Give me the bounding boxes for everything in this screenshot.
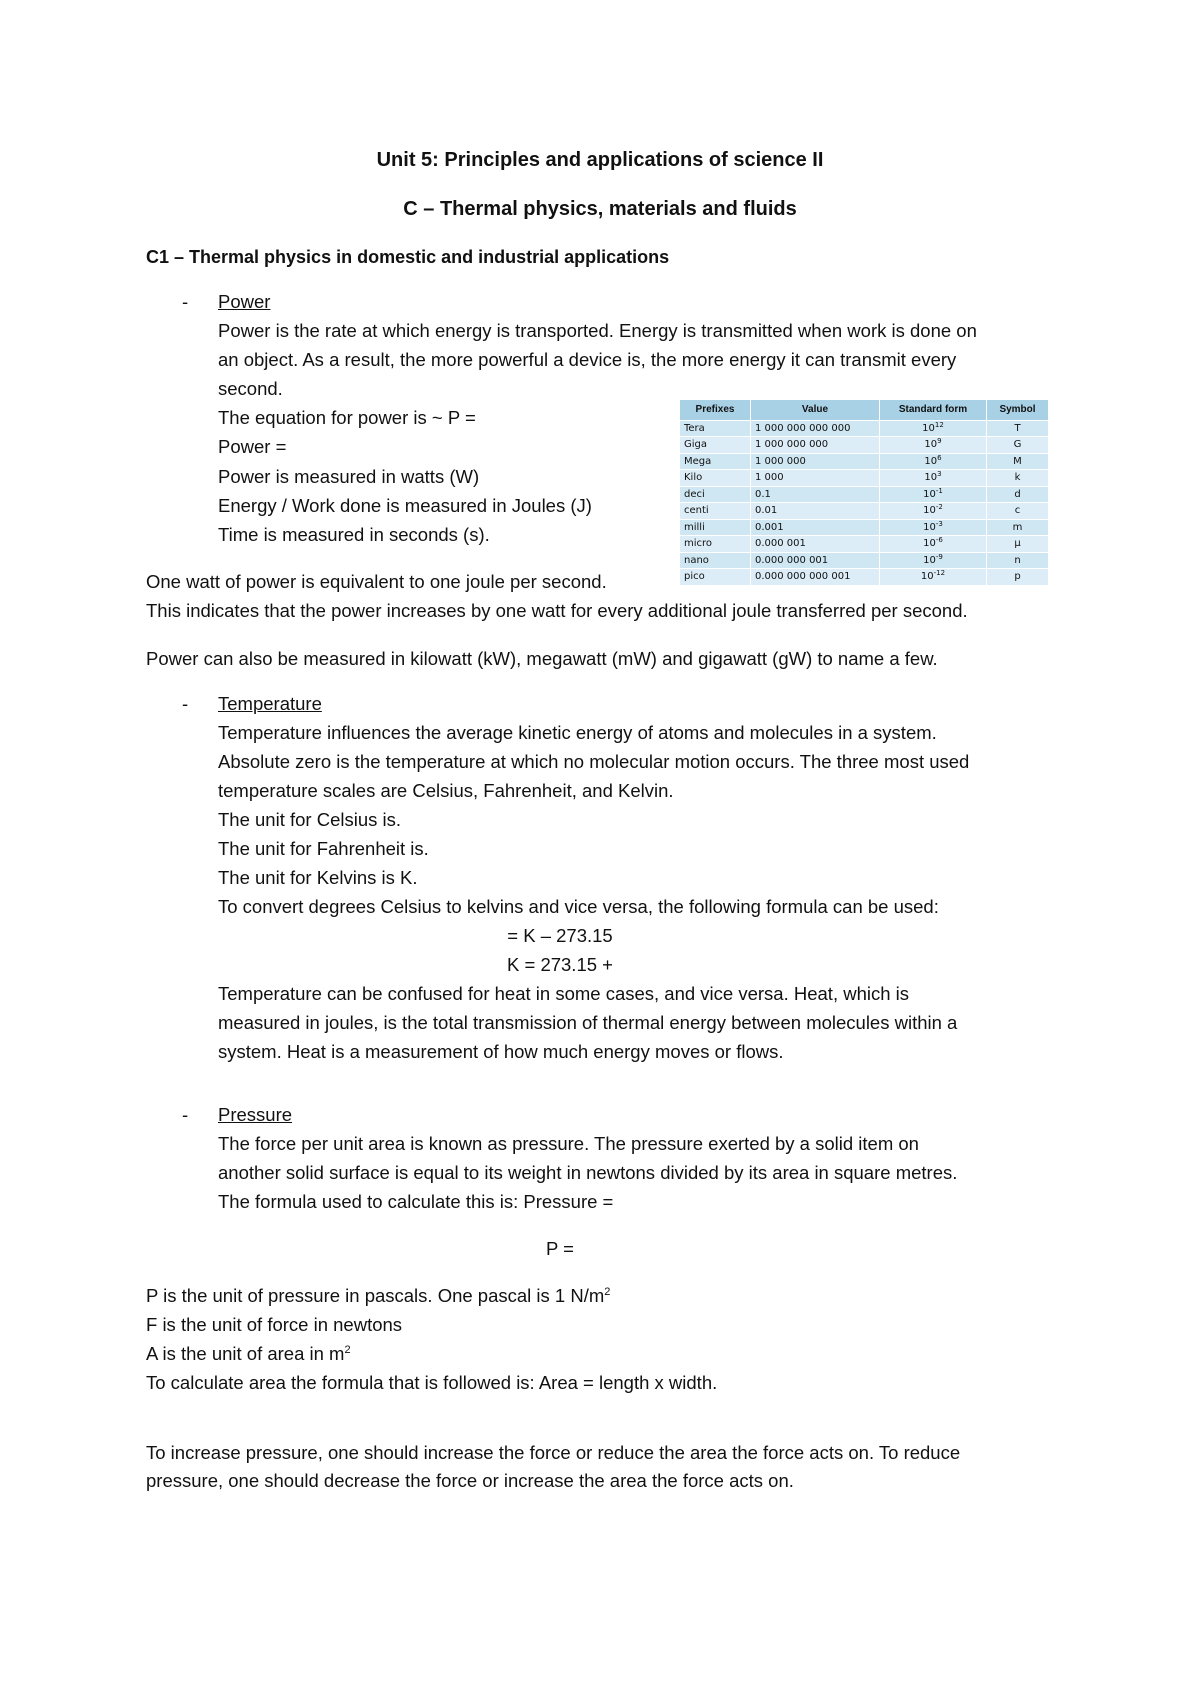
document-subtitle: C – Thermal physics, materials and fluids xyxy=(403,198,797,220)
bullet-dash: - xyxy=(182,1104,189,1125)
area-definition-text: A is the unit of area in m xyxy=(146,1343,345,1364)
symbol-cell: G xyxy=(987,437,1049,454)
power-text-line: second. xyxy=(218,378,283,399)
value-cell: 1 000 000 000 xyxy=(751,437,880,454)
standard-form-exponent: -6 xyxy=(935,536,943,544)
prefix-table-body xyxy=(680,420,1049,585)
standard-form-exponent: 6 xyxy=(937,453,942,462)
table-row xyxy=(680,453,1049,470)
standard-form-base: 10 xyxy=(923,554,936,566)
prefix-cell: micro xyxy=(680,536,751,553)
kelvin-formula: K = 273.15 + xyxy=(507,954,613,975)
standard-form-cell xyxy=(880,552,987,569)
symbol-cell: m xyxy=(987,519,1049,536)
standard-form-exponent: -1 xyxy=(935,486,943,495)
power-text-line: Power is measured in watts (W) xyxy=(218,466,480,487)
power-text-line: Energy / Work done is measured in Joules (J) xyxy=(218,495,592,516)
value-cell: 0.000 000 000 001 xyxy=(751,569,880,586)
power-text-line: Power = xyxy=(218,436,287,457)
bullet-dash: - xyxy=(182,291,189,312)
standard-form-base: 10 xyxy=(923,505,936,516)
standard-form-cell xyxy=(880,420,987,437)
table-row xyxy=(680,536,1049,553)
standard-form-cell xyxy=(880,536,987,553)
standard-form-base: 10 xyxy=(923,538,936,549)
symbol-cell: T xyxy=(987,420,1049,437)
standard-form-base: 10 xyxy=(920,571,934,582)
value-cell: 0.000 001 xyxy=(751,536,880,553)
prefix-table xyxy=(679,399,1049,586)
standard-form-base: 10 xyxy=(924,472,938,483)
table-row xyxy=(680,486,1049,503)
table-row xyxy=(680,420,1049,437)
area-definition xyxy=(146,1342,351,1366)
superscript: 2 xyxy=(604,1286,611,1298)
standard-form-base: 10 xyxy=(924,455,938,467)
section-heading: C1 – Thermal physics in domestic and industrial applications xyxy=(146,247,670,267)
prefix-cell: centi xyxy=(680,503,751,520)
standard-form-base: 10 xyxy=(924,439,938,450)
symbol-cell: d xyxy=(987,486,1049,503)
standard-form-exponent: -9 xyxy=(935,552,943,561)
table-row xyxy=(680,569,1049,586)
value-cell: 1 000 xyxy=(751,470,880,487)
temperature-text-line: Temperature influences the average kinetic energy of atoms and molecules in a system. xyxy=(218,722,937,743)
power-text-line: Time is measured in seconds (s). xyxy=(218,524,490,545)
temperature-text-line: system. Heat is a measurement of how much energy moves or flows. xyxy=(218,1041,784,1062)
area-formula-line: To calculate area the formula that is followed is: Area = length x width. xyxy=(146,1372,718,1393)
prefix-cell: deci xyxy=(680,486,751,503)
value-cell: 0.1 xyxy=(751,486,880,503)
standard-form-base: 10 xyxy=(923,488,936,500)
standard-form-base: 10 xyxy=(923,521,936,533)
paragraph-line: One watt of power is equivalent to one joule per second. xyxy=(146,571,607,592)
prefix-cell: Mega xyxy=(680,453,751,470)
prefix-cell: pico xyxy=(680,569,751,586)
standard-form-cell xyxy=(880,437,987,454)
celsius-formula: = K – 273.15 xyxy=(507,925,613,946)
standard-form-exponent: 12 xyxy=(934,420,944,429)
table-row xyxy=(680,437,1049,454)
standard-form-exponent: -2 xyxy=(935,503,943,511)
force-definition: F is the unit of force in newtons xyxy=(146,1314,403,1335)
paragraph-line: Power can also be measured in kilowatt (kW), megawatt (mW) and gigawatt (gW) to name a few. xyxy=(146,648,938,669)
standard-form-exponent: -12 xyxy=(933,569,946,577)
standard-form-cell xyxy=(880,470,987,487)
value-cell: 0.001 xyxy=(751,519,880,536)
pressure-heading: Pressure xyxy=(218,1104,293,1125)
closing-paragraph-line: pressure, one should decrease the force or increase the area the force acts on. xyxy=(146,1470,794,1491)
table-header-cell: Prefixes xyxy=(680,400,751,421)
standard-form-base: 10 xyxy=(922,422,935,434)
pressure-text-line: The formula used to calculate this is: Pressure = xyxy=(218,1191,614,1212)
table-row xyxy=(680,470,1049,487)
temperature-text-line: Temperature can be confused for heat in some cases, and vice versa. Heat, which is xyxy=(218,983,910,1004)
pressure-formula: P = xyxy=(546,1238,574,1259)
value-cell: 0.01 xyxy=(751,503,880,520)
document-title: Unit 5: Principles and applications of science II xyxy=(376,149,824,171)
value-cell: 1 000 000 xyxy=(751,453,880,470)
table-header-cell: Value xyxy=(751,400,880,421)
symbol-cell: µ xyxy=(987,536,1049,553)
prefix-cell: nano xyxy=(680,552,751,569)
table-row xyxy=(680,503,1049,520)
table-header-cell: Standard form xyxy=(880,400,987,421)
temperature-text-line: measured in joules, is the total transmission of thermal energy between molecules within a xyxy=(218,1012,958,1033)
value-cell: 1 000 000 000 000 xyxy=(751,420,880,437)
symbol-cell: p xyxy=(987,569,1049,586)
standard-form-exponent: -3 xyxy=(935,519,943,528)
pressure-definition-text: P is the unit of pressure in pascals. One pascal is 1 N/m xyxy=(146,1285,605,1306)
value-cell: 0.000 000 001 xyxy=(751,552,880,569)
table-row xyxy=(680,552,1049,569)
standard-form-exponent: 3 xyxy=(937,470,942,478)
table-header-cell: Symbol xyxy=(987,400,1049,421)
paragraph-line: This indicates that the power increases by one watt for every additional joule transferred per second. xyxy=(146,600,968,621)
symbol-cell: c xyxy=(987,503,1049,520)
temperature-text-line: temperature scales are Celsius, Fahrenheit, and Kelvin. xyxy=(218,780,674,801)
prefix-cell: milli xyxy=(680,519,751,536)
prefix-cell: Giga xyxy=(680,437,751,454)
power-text-line: Power is the rate at which energy is transported. Energy is transmitted when work is done on xyxy=(218,320,977,341)
temperature-heading: Temperature xyxy=(218,693,322,714)
temperature-text-line: To convert degrees Celsius to kelvins and vice versa, the following formula can be used: xyxy=(218,896,939,917)
standard-form-cell xyxy=(880,486,987,503)
symbol-cell: k xyxy=(987,470,1049,487)
prefix-cell: Kilo xyxy=(680,470,751,487)
standard-form-cell xyxy=(880,453,987,470)
pressure-text-line: another solid surface is equal to its weight in newtons divided by its area in square metres. xyxy=(218,1162,958,1183)
pressure-text-line: The force per unit area is known as pressure. The pressure exerted by a solid item on xyxy=(218,1133,919,1154)
standard-form-exponent: 9 xyxy=(937,437,942,445)
table-header-row xyxy=(680,400,1049,421)
temperature-text-line: Absolute zero is the temperature at which no molecular motion occurs. The three most used xyxy=(218,751,970,772)
prefix-cell: Tera xyxy=(680,420,751,437)
pressure-definition xyxy=(146,1284,610,1308)
standard-form-cell xyxy=(880,569,987,586)
closing-paragraph-line: To increase pressure, one should increase the force or reduce the area the force acts on. To reduce xyxy=(146,1442,961,1463)
symbol-cell: M xyxy=(987,453,1049,470)
power-text-line: The equation for power is ~ P = xyxy=(218,407,476,428)
power-text-line: an object. As a result, the more powerful a device is, the more energy it can transmit every xyxy=(218,349,957,370)
standard-form-cell xyxy=(880,519,987,536)
table-row xyxy=(680,519,1049,536)
temperature-text-line: The unit for Fahrenheit is. xyxy=(218,838,429,859)
temperature-text-line: The unit for Celsius is. xyxy=(218,809,402,830)
superscript: 2 xyxy=(344,1344,351,1356)
standard-form-cell xyxy=(880,503,987,520)
power-heading: Power xyxy=(218,291,271,312)
symbol-cell: n xyxy=(987,552,1049,569)
temperature-text-line: The unit for Kelvins is K. xyxy=(218,867,418,888)
bullet-dash: - xyxy=(182,693,189,714)
